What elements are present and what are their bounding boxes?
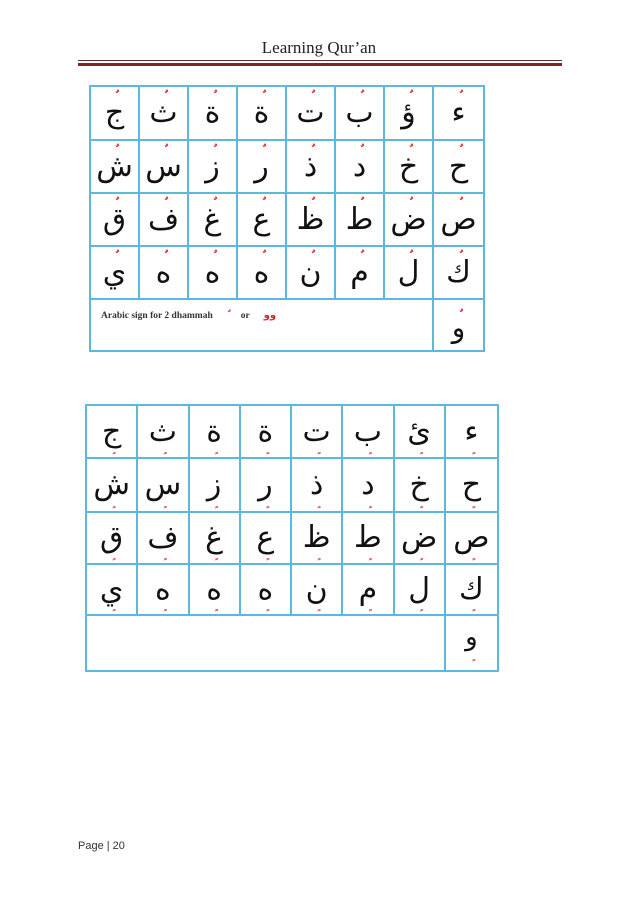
arabic-letter: ج	[104, 95, 125, 130]
dhammah-cell	[238, 87, 287, 141]
arabic-letter: ة	[204, 95, 221, 130]
dhammatan-mark	[238, 89, 285, 103]
kasratan-mark	[292, 498, 341, 509]
kasratan-mark	[446, 444, 497, 455]
kasrah-waw-cell	[446, 616, 497, 670]
arabic-letter: ح	[448, 148, 469, 184]
kasrah-cell	[87, 513, 138, 565]
arabic-letter: م	[350, 254, 369, 290]
arabic-letter: م	[358, 571, 378, 607]
kasratan-mark	[138, 444, 187, 455]
page-number: Page | 20	[78, 840, 125, 852]
dhammatan-mark	[385, 143, 432, 157]
arabic-letter: غ	[205, 520, 224, 555]
arabic-letter: د	[361, 467, 375, 502]
dhammah-cell	[385, 87, 434, 141]
dhammatan-mark	[91, 89, 138, 103]
dhammatan-mark	[287, 249, 334, 263]
arabic-letter: خ	[409, 467, 429, 502]
kasrah-cell	[292, 513, 343, 565]
kasratan-mark	[190, 498, 239, 509]
dhammatan-mark	[434, 89, 483, 103]
dhammatan-mark	[91, 249, 138, 263]
kasratan-mark	[343, 550, 392, 561]
kasrah-cell	[138, 513, 189, 565]
arabic-letter: ه	[204, 254, 221, 290]
dhammah-cell	[238, 141, 287, 194]
dhammah-cell	[189, 141, 238, 194]
dhammah-cell	[336, 141, 385, 194]
dhammah-cell	[140, 247, 189, 300]
arabic-letter: ص	[453, 520, 490, 555]
kasrah-cell	[395, 513, 446, 565]
dhammah-cell	[336, 87, 385, 141]
kasrah-cell	[138, 406, 189, 459]
arabic-letter: ر	[258, 467, 273, 502]
arabic-letter: ك	[446, 254, 471, 290]
kasrah-cell	[343, 565, 394, 616]
kasratan-mark	[395, 498, 444, 509]
dhammah-note	[101, 310, 276, 321]
arabic-letter: ص	[440, 201, 477, 237]
arabic-letter: ث	[149, 95, 178, 130]
dhammatan-mark	[238, 249, 285, 263]
dhammah-cell	[287, 247, 336, 300]
kasrah-cell	[395, 406, 446, 459]
dhammatan-mark	[238, 196, 285, 210]
arabic-letter: ر	[254, 148, 269, 184]
arabic-letter: ذ	[309, 467, 324, 502]
arabic-letter: ه	[257, 571, 274, 607]
kasrah-cell	[190, 406, 241, 459]
dhammah-cell	[385, 247, 434, 300]
arabic-letter: ت	[296, 95, 325, 130]
dhammatan-mark	[140, 249, 187, 263]
arabic-letter: ه	[253, 254, 270, 290]
arabic-letter: ز	[205, 148, 220, 184]
kasrah-cell	[292, 406, 343, 459]
kasratan-mark	[138, 550, 187, 561]
arabic-letter: ه	[206, 571, 222, 607]
arabic-letter: ه	[155, 571, 171, 607]
kasratan-mark	[292, 444, 341, 455]
arabic-letter: ب	[345, 95, 374, 130]
arabic-letter: ك	[459, 571, 484, 607]
arabic-letter: ظ	[296, 201, 325, 237]
dhammah-cell	[238, 247, 287, 300]
kasrah-cell	[395, 459, 446, 513]
kasratan-mark	[190, 601, 239, 612]
arabic-letter: ض	[400, 520, 438, 555]
kasratan-mark	[446, 498, 497, 509]
arabic-letter: ن	[305, 571, 328, 607]
arabic-letter: ض	[390, 201, 427, 237]
kasrah-cell	[241, 565, 292, 616]
arabic-letter: ف	[147, 201, 180, 237]
dhammah-note-cell	[91, 300, 434, 350]
note-text: Arabic sign for 2 dhammah	[101, 310, 213, 321]
page-header-title: Learning Qur’an	[261, 38, 377, 57]
arabic-letter: ي	[99, 571, 124, 607]
dhammatan-mark	[189, 249, 236, 263]
kasrah-cell	[292, 565, 343, 616]
dhammatan-mark	[434, 196, 483, 210]
kasrah-cell	[87, 406, 138, 459]
arabic-letter: ل	[397, 254, 420, 290]
dhammah-cell	[287, 141, 336, 194]
dhammatan-mark	[385, 249, 432, 263]
arabic-letter: ء	[451, 95, 466, 130]
dhammah-cell	[91, 87, 140, 141]
arabic-letter: ظ	[302, 520, 331, 555]
arabic-letter: ق	[102, 201, 127, 237]
arabic-letter: ع	[252, 201, 271, 237]
arabic-letter: ت	[302, 413, 331, 449]
kasrah-cell	[87, 459, 138, 513]
kasratan-mark	[190, 444, 239, 455]
dhammatan-mark	[238, 143, 285, 157]
kasrah-cell	[446, 513, 497, 565]
dhammatan-mark	[287, 143, 334, 157]
dhammah-waw-cell	[434, 300, 483, 350]
dhammah-cell	[385, 141, 434, 194]
dhammatan-mark	[91, 196, 138, 210]
dhammatan-mark	[336, 89, 383, 103]
dhammah-cell	[434, 247, 483, 300]
kasratan-mark	[138, 498, 187, 509]
kasrah-cell	[138, 459, 189, 513]
arabic-letter: ة	[253, 95, 270, 130]
dhammatan-mark	[189, 196, 236, 210]
arabic-letter: ف	[147, 520, 179, 555]
kasrah-cell	[138, 565, 189, 616]
arabic-letter: ع	[256, 520, 275, 555]
arabic-letter: ه	[155, 254, 172, 290]
kasrah-cell	[292, 459, 343, 513]
dhammah-cell	[336, 194, 385, 247]
kasratan-mark	[87, 601, 136, 612]
kasrah-cell	[87, 565, 138, 616]
arabic-letter: ة	[206, 413, 222, 449]
kasratan-mark	[190, 550, 239, 561]
dhammatan-mark	[140, 196, 187, 210]
dhammah-cell	[336, 247, 385, 300]
arabic-letter: ة	[257, 413, 274, 449]
dhammah-cell	[189, 247, 238, 300]
dhammatan-mark	[385, 196, 432, 210]
dhammatan-mark	[287, 89, 334, 103]
kasratan-mark	[87, 550, 136, 561]
kasratan-mark	[343, 601, 392, 612]
arabic-letter: ث	[148, 413, 177, 449]
kasrah-cell	[190, 459, 241, 513]
arabic-letter: ز	[206, 467, 222, 502]
dhammah-cell	[385, 194, 434, 247]
kasrah-cell	[343, 406, 394, 459]
kasratan-mark	[446, 550, 497, 561]
dhammatan-mark	[385, 89, 432, 103]
kasrah-cell	[446, 406, 497, 459]
dhammatan-mark	[287, 196, 334, 210]
kasratan-mark	[395, 444, 444, 455]
arabic-letter: ل	[408, 571, 431, 607]
kasratan-mark	[87, 498, 136, 509]
dhammatan-mark	[189, 143, 236, 157]
kasrah-cell	[343, 459, 394, 513]
arabic-letter: ق	[99, 520, 124, 555]
header-rule	[78, 60, 562, 67]
tanween-kasrah-table	[85, 404, 499, 672]
dhammah-cell	[140, 141, 189, 194]
header-rule-thick	[78, 63, 562, 66]
arabic-letter: ط	[354, 520, 382, 555]
dhammatan-mark	[91, 143, 138, 157]
dhammatan-mark	[140, 143, 187, 157]
arabic-letter: ئ	[407, 413, 431, 449]
arabic-letter: ذ	[303, 148, 318, 184]
dhammah-cell	[434, 194, 483, 247]
kasrah-cell	[395, 565, 446, 616]
dhammah-cell	[91, 247, 140, 300]
arabic-letter: ن	[299, 254, 322, 290]
arabic-letter: ح	[461, 467, 482, 502]
kasratan-mark	[138, 601, 187, 612]
dhammah-cell	[189, 87, 238, 141]
kasratan-mark	[241, 550, 290, 561]
dhammah-cell	[189, 194, 238, 247]
dhammatan-mark	[336, 143, 383, 157]
kasratan-mark	[395, 601, 444, 612]
arabic-letter: ء	[464, 413, 479, 449]
arabic-letter: و	[451, 311, 466, 344]
dhammatan-mark	[434, 143, 483, 157]
arabic-letter: ط	[345, 201, 374, 237]
arabic-letter: و	[465, 622, 478, 652]
dhammah-cell	[287, 87, 336, 141]
kasrah-cell	[241, 513, 292, 565]
kasrah-cell	[190, 565, 241, 616]
kasratan-mark	[241, 444, 290, 455]
header-rule-thin	[78, 60, 562, 61]
dhammatan-mark	[336, 196, 383, 210]
dhammah-cell	[238, 194, 287, 247]
arabic-letter: خ	[398, 148, 419, 184]
kasrah-cell	[241, 406, 292, 459]
dhammah-cell	[434, 87, 483, 141]
arabic-letter: س	[144, 467, 182, 502]
kasratan-mark	[241, 498, 290, 509]
dhammah-cell	[287, 194, 336, 247]
arabic-letter: س	[145, 148, 182, 184]
kasratan-mark	[343, 444, 392, 455]
kasratan-mark	[343, 498, 392, 509]
kasratan-mark	[241, 601, 290, 612]
arabic-letter: ش	[96, 148, 133, 184]
kasrah-cell	[446, 565, 497, 616]
kasratan-mark	[292, 601, 341, 612]
dhammah-cell	[140, 194, 189, 247]
note-or: or	[240, 310, 250, 321]
kasratan-mark	[446, 651, 497, 662]
arabic-letter: ج	[101, 413, 122, 449]
kasratan-mark	[292, 550, 341, 561]
arabic-letter: د	[352, 148, 367, 184]
dhammatan-mark	[434, 249, 483, 263]
arabic-letter: ؤ	[401, 95, 416, 130]
kasratan-mark	[87, 444, 136, 455]
tanween-dhammah-table	[89, 85, 485, 352]
dhammatan-mark	[189, 89, 236, 103]
note-symbol-2: وو	[263, 310, 277, 321]
dhammah-cell	[434, 141, 483, 194]
kasrah-cell	[190, 513, 241, 565]
kasrah-empty-cell	[87, 616, 446, 670]
dhammah-cell	[140, 87, 189, 141]
arabic-letter: غ	[203, 201, 222, 237]
dhammah-cell	[91, 194, 140, 247]
dhammatan-mark	[140, 89, 187, 103]
dhammah-cell	[91, 141, 140, 194]
arabic-letter: ش	[93, 467, 130, 502]
kasratan-mark	[395, 550, 444, 561]
arabic-letter: ب	[353, 413, 382, 449]
arabic-letter: ي	[102, 254, 127, 290]
dhammatan-mark	[336, 249, 383, 263]
kasrah-cell	[241, 459, 292, 513]
kasrah-cell	[446, 459, 497, 513]
kasratan-mark	[446, 601, 497, 612]
kasrah-cell	[343, 513, 394, 565]
